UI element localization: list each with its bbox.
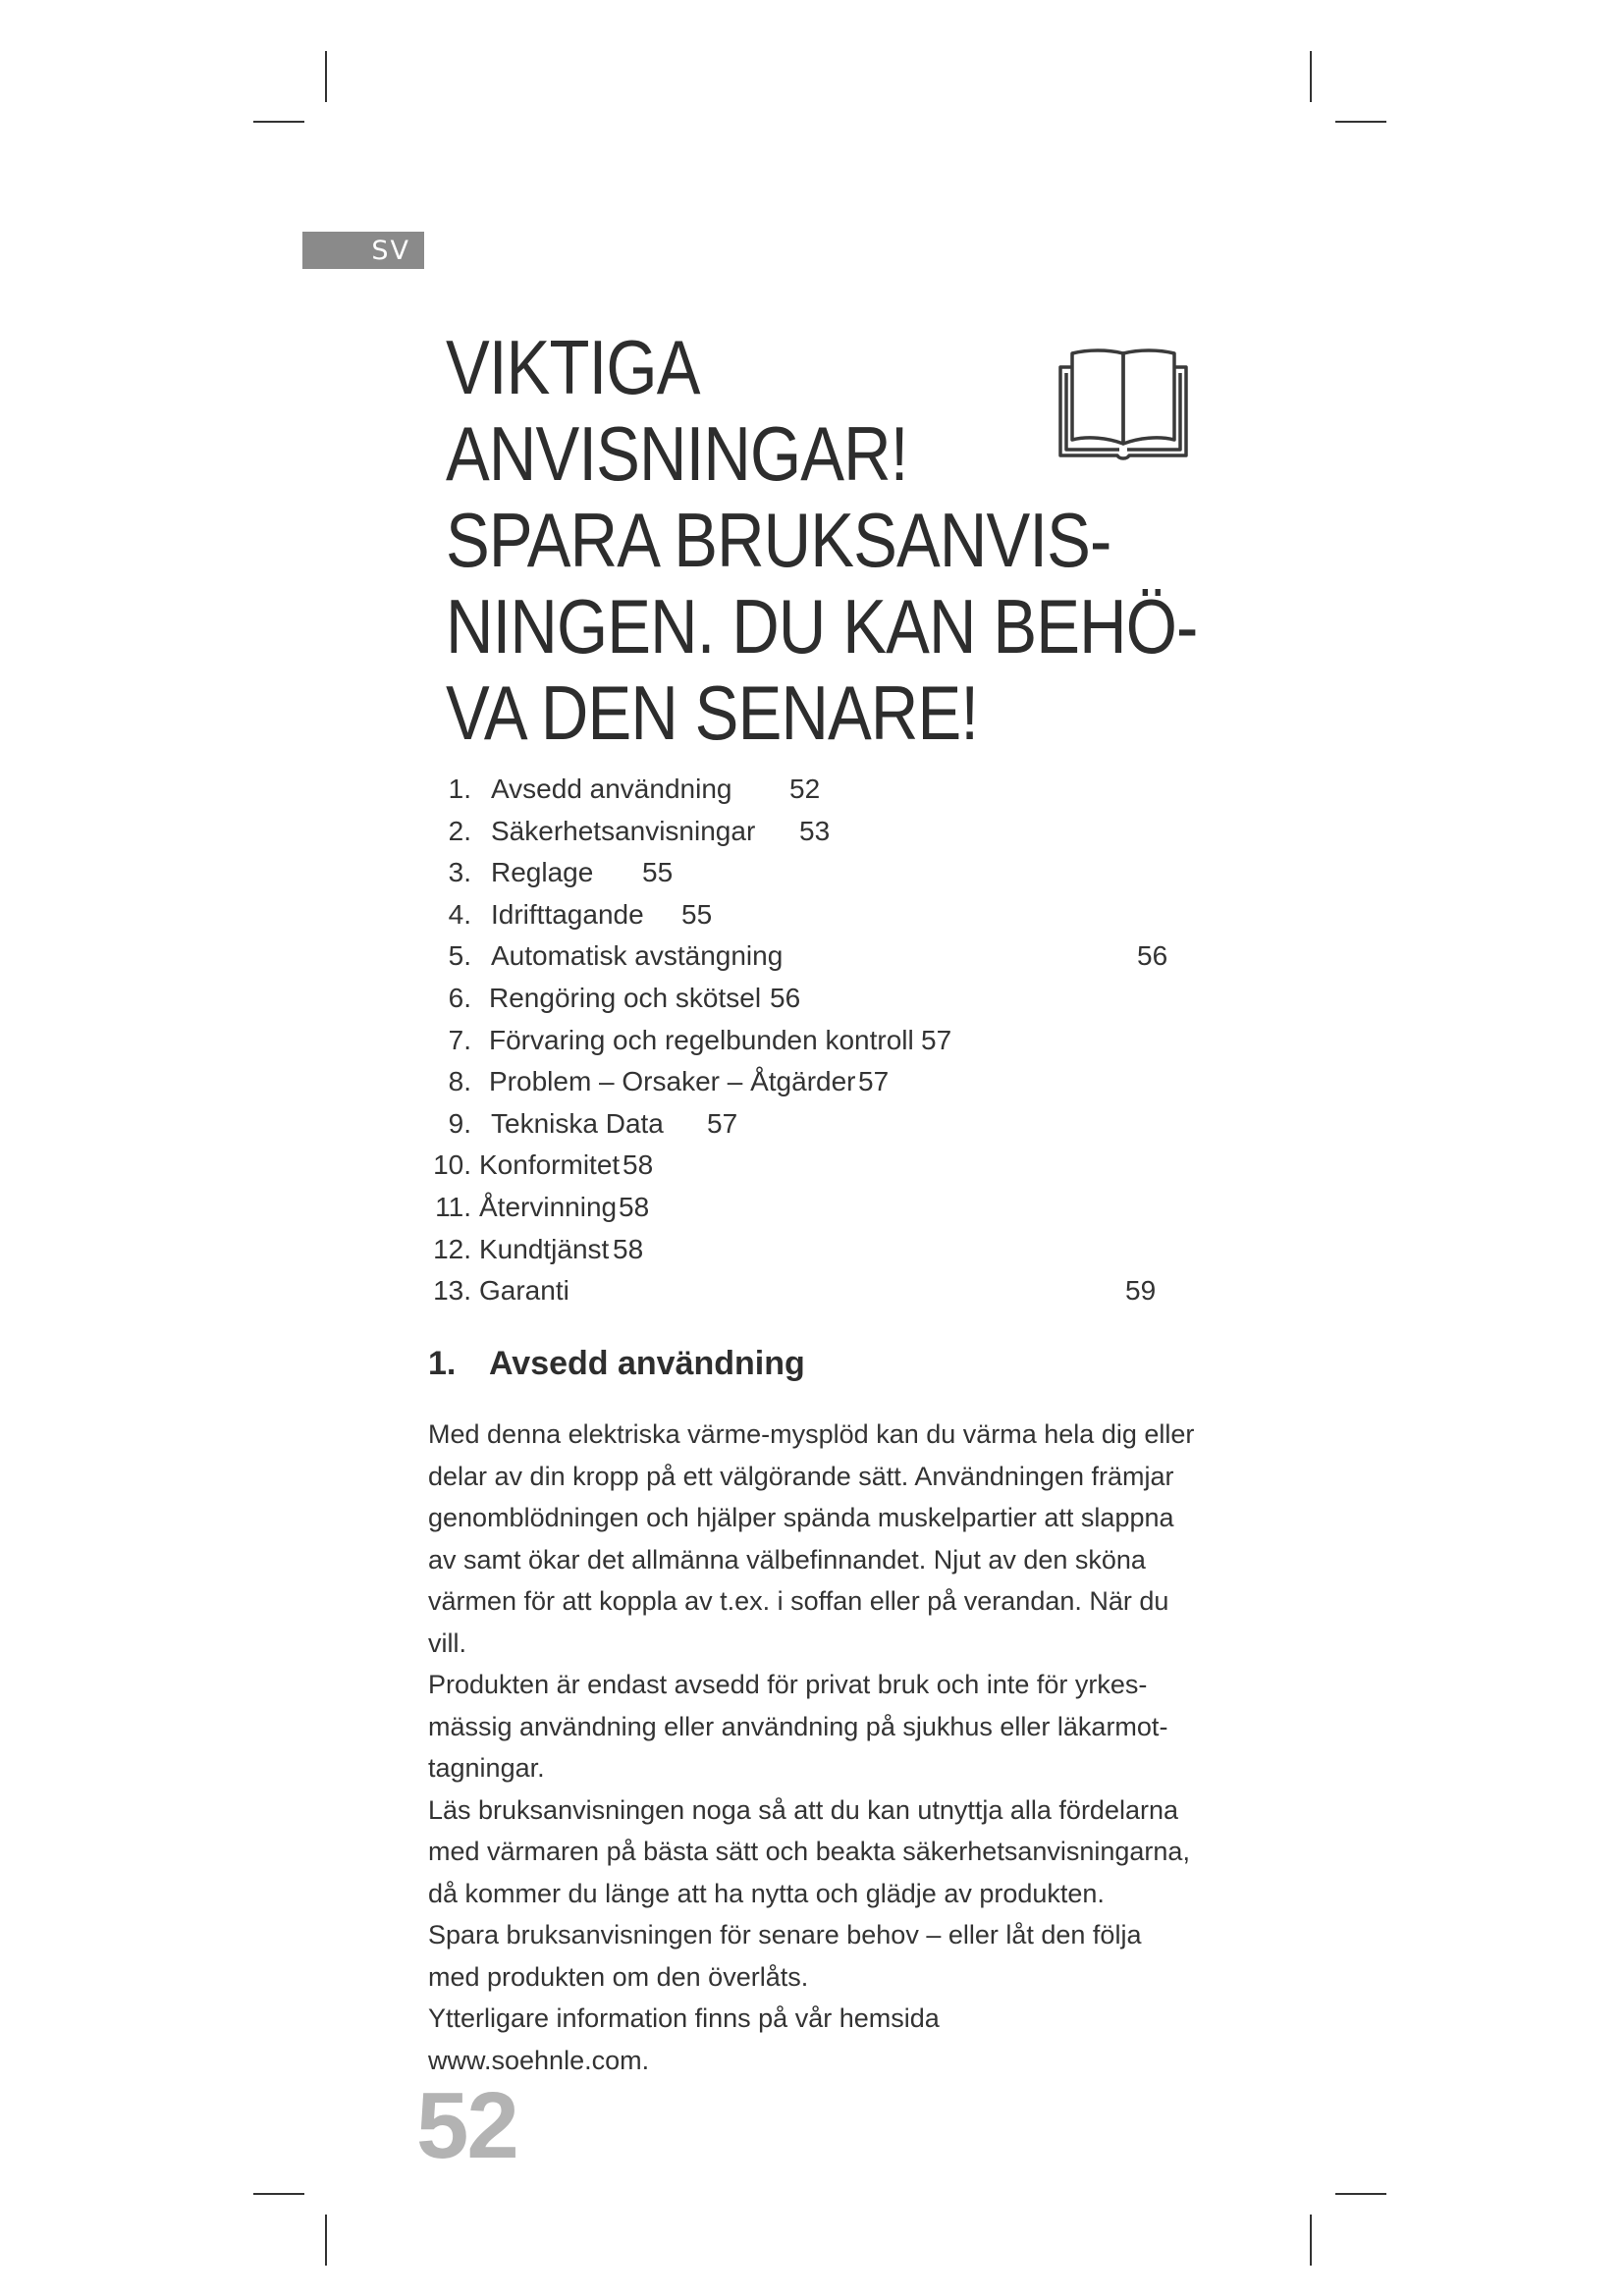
open-book-icon [1049, 346, 1198, 467]
crop-mark [325, 2215, 327, 2266]
section-number: 1. [428, 1345, 457, 1382]
toc-page: 58 [619, 1191, 650, 1222]
toc-number: 9. [448, 1107, 471, 1139]
crop-mark [325, 51, 327, 102]
table-of-contents [422, 769, 1208, 1312]
body-text [428, 1414, 1233, 2081]
body-line: Spara bruksanvisningen för senare behov – eller låt den följa [428, 1920, 1142, 1949]
page-number: 52 [416, 2073, 517, 2178]
crop-mark [1335, 121, 1386, 123]
body-line: tagningar. [428, 1753, 545, 1783]
toc-number: 13. [433, 1275, 471, 1307]
body-line website-link[interactable]: www.soehnle.com. [428, 2045, 650, 2075]
toc-page: 55 [681, 898, 713, 930]
toc-number: 7. [448, 1024, 471, 1055]
toc-item[interactable] [422, 1270, 1208, 1312]
toc-page: 52 [789, 774, 821, 804]
crop-mark [253, 2193, 304, 2195]
language-tab: SV [302, 232, 424, 269]
toc-label: Reglage [491, 857, 594, 888]
body-line: värmen för att koppla av t.ex. i soffan eller på verandan. När du [428, 1586, 1169, 1616]
crop-mark [1310, 51, 1312, 102]
toc-label: Konformitet [479, 1149, 621, 1181]
toc-number: 8. [448, 1066, 471, 1097]
section-heading [428, 1345, 805, 1383]
toc-item[interactable] [422, 1187, 1208, 1229]
toc-page: 57 [858, 1066, 890, 1097]
section-title: Avsedd användning [489, 1345, 805, 1382]
body-line: delar av din kropp på ett välgörande sätt. Användningen främjar [428, 1461, 1174, 1491]
toc-page: 58 [623, 1149, 654, 1181]
toc-item[interactable] [422, 769, 1208, 811]
title-line: NINGEN. DU KAN BEHÖ- [446, 583, 1198, 669]
body-line: mässig användning eller användning på sjukhus eller läkarmot- [428, 1711, 1168, 1741]
title-line: VIKTIGA [446, 324, 700, 410]
toc-page: 59 [1125, 1275, 1157, 1307]
body-line: Ytterligare information finns på vår hemsida [428, 2003, 940, 2033]
toc-number: 1. [448, 774, 471, 804]
body-line: Med denna elektriska värme-mysplöd kan du värma hela dig eller [428, 1419, 1195, 1449]
toc-number: 12. [433, 1233, 471, 1264]
toc-number: 4. [448, 898, 471, 930]
body-line: Produkten är endast avsedd för privat bruk och inte för yrkes- [428, 1670, 1148, 1699]
toc-item[interactable] [422, 978, 1208, 1020]
toc-item[interactable] [422, 1061, 1208, 1103]
body-line: av samt ökar det allmänna välbefinnandet. Njut av den sköna [428, 1544, 1146, 1575]
toc-label: Idrifttagande [491, 898, 644, 930]
toc-item[interactable] [422, 1103, 1208, 1146]
toc-number: 2. [448, 815, 471, 846]
crop-mark [253, 121, 304, 123]
toc-label: Rengöring och skötsel [489, 982, 762, 1013]
crop-mark [1310, 2215, 1312, 2266]
body-line: vill. [428, 1628, 466, 1658]
toc-item[interactable] [422, 1145, 1208, 1187]
toc-page: 57 [707, 1107, 738, 1139]
toc-number: 5. [448, 940, 471, 972]
toc-item[interactable] [422, 1229, 1208, 1271]
title-line: VA DEN SENARE! [446, 669, 979, 756]
toc-number: 10. [433, 1149, 471, 1181]
toc-page: 56 [1137, 940, 1168, 972]
title-line: ANVISNINGAR! [446, 410, 908, 497]
toc-item[interactable] [422, 852, 1208, 894]
toc-item[interactable] [422, 811, 1208, 853]
toc-label: Kundtjänst [479, 1233, 610, 1264]
toc-label: Återvinning [479, 1191, 618, 1222]
body-line: genomblödningen och hjälper spända muskelpartier att slappna [428, 1503, 1174, 1532]
toc-number: 3. [448, 857, 471, 888]
toc-number: 11. [435, 1191, 471, 1222]
body-line: med värmaren på bästa sätt och beakta säkerhetsanvisningarna, [428, 1837, 1190, 1866]
toc-label: Garanti [479, 1275, 569, 1307]
toc-number: 6. [448, 982, 471, 1013]
toc-label: Avsedd användning [491, 774, 732, 804]
body-line: Läs bruksanvisningen noga så att du kan utnyttja alla fördelarna [428, 1794, 1179, 1825]
toc-page: 57 [921, 1024, 952, 1055]
body-line: då kommer du länge att ha nytta och glädje av produkten. [428, 1878, 1105, 1908]
toc-item[interactable] [422, 894, 1208, 936]
toc-page: 55 [642, 857, 674, 888]
toc-label: Tekniska Data [491, 1107, 664, 1139]
toc-page: 58 [613, 1233, 644, 1264]
toc-label: Automatisk avstängning [491, 940, 784, 972]
toc-label: Problem – Orsaker – Åtgärder [489, 1066, 856, 1097]
title-line: SPARA BRUKSANVIS- [446, 497, 1111, 583]
toc-item[interactable] [422, 935, 1208, 978]
toc-item[interactable] [422, 1020, 1208, 1062]
toc-page: 53 [799, 815, 831, 846]
toc-page: 56 [770, 982, 801, 1013]
page-title [446, 324, 1198, 756]
toc-label: Säkerhetsanvisningar [491, 815, 756, 846]
toc-label: Förvaring och regelbunden kontroll [489, 1024, 914, 1055]
body-line: med produkten om den överlåts. [428, 1961, 809, 1992]
crop-mark [1335, 2193, 1386, 2195]
